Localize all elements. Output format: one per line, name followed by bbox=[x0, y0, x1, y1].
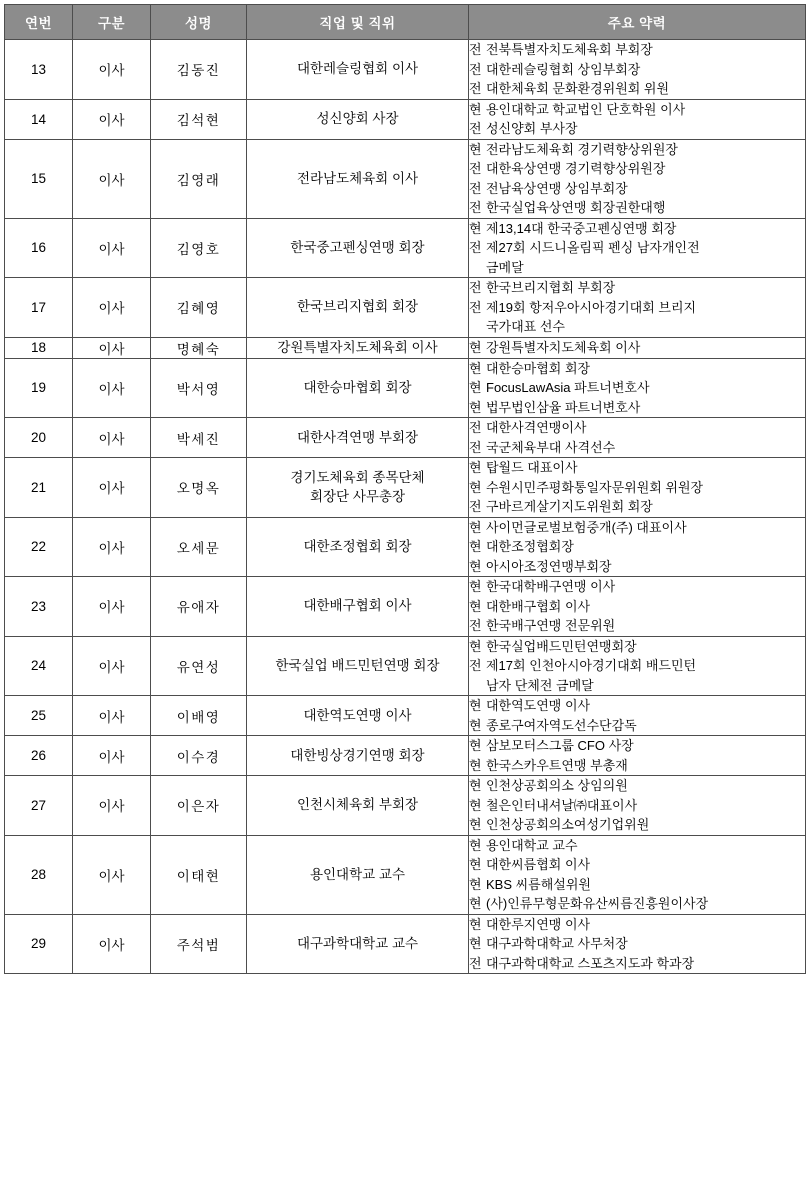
career-text: 대한씨름협회 이사 bbox=[486, 857, 591, 872]
career-line bbox=[469, 577, 805, 597]
career-line bbox=[469, 140, 805, 160]
cell-name: 김영호 bbox=[151, 218, 247, 278]
job-line: 인천시체육회 부회장 bbox=[296, 797, 419, 813]
career-text: 구바르게살기지도위원회 회장 bbox=[486, 499, 653, 514]
career-period-tag: 현 bbox=[469, 360, 482, 376]
career-text: 용인대학교 학교법인 단호학원 이사 bbox=[486, 101, 686, 117]
cell-job bbox=[247, 218, 469, 278]
career-period-tag: 현 bbox=[469, 479, 482, 495]
cell-name: 김동진 bbox=[151, 40, 247, 100]
career-line bbox=[469, 537, 805, 557]
career-period-tag: 현 bbox=[469, 817, 482, 832]
table-row bbox=[5, 418, 806, 458]
career-line bbox=[469, 359, 805, 379]
cell-job bbox=[247, 278, 469, 338]
career-period-tag: 현 bbox=[469, 558, 482, 574]
cell-no: 27 bbox=[5, 776, 73, 836]
cell-name: 오세문 bbox=[151, 517, 247, 577]
board-members-table bbox=[4, 4, 806, 974]
cell-type: 이사 bbox=[73, 458, 151, 518]
career-text: 대한레슬링협회 상임부회장 bbox=[486, 61, 641, 77]
job-line: 한국브리지협회 회장 bbox=[296, 299, 419, 315]
cell-job bbox=[247, 736, 469, 776]
career-line bbox=[469, 954, 805, 974]
career-period-tag: 현 bbox=[469, 896, 482, 911]
career-line bbox=[469, 497, 805, 517]
career-period-tag: 현 bbox=[469, 579, 482, 594]
cell-name: 김혜영 bbox=[151, 278, 247, 338]
career-line bbox=[469, 616, 805, 636]
cell-career bbox=[469, 358, 806, 418]
job-line: 용인대학교 교수 bbox=[309, 866, 406, 882]
table-header-row bbox=[5, 5, 806, 40]
cell-no: 20 bbox=[5, 418, 73, 458]
career-text: 삼보모터스그룹 CFO 사장 bbox=[486, 738, 634, 753]
career-line bbox=[469, 438, 805, 458]
job-line: 강원특별자치도체육회 이사 bbox=[277, 339, 438, 355]
career-text: 대한조정협회장 bbox=[486, 539, 574, 554]
cell-job bbox=[247, 636, 469, 696]
career-period-tag: 현 bbox=[469, 738, 482, 753]
cell-career bbox=[469, 139, 806, 218]
cell-name: 명혜숙 bbox=[151, 337, 247, 358]
career-period-tag: 전 bbox=[469, 420, 482, 435]
cell-career bbox=[469, 218, 806, 278]
career-text: 대한루지연맹 이사 bbox=[486, 916, 591, 932]
cell-job bbox=[247, 418, 469, 458]
career-line bbox=[469, 676, 805, 696]
career-line bbox=[469, 179, 805, 199]
table-row bbox=[5, 139, 806, 218]
career-period-tag: 현 bbox=[469, 380, 482, 395]
cell-career bbox=[469, 337, 806, 358]
cell-job bbox=[247, 458, 469, 518]
career-line bbox=[469, 716, 805, 736]
career-line bbox=[469, 298, 805, 318]
career-text: 사이먼글로벌보험중개(주) 대표이사 bbox=[486, 519, 687, 535]
cell-no: 26 bbox=[5, 736, 73, 776]
career-line bbox=[469, 79, 805, 99]
table-row bbox=[5, 40, 806, 100]
career-text: 수원시민주평화통일자문위원회 위원장 bbox=[486, 479, 704, 495]
career-line bbox=[469, 894, 805, 914]
table-row bbox=[5, 358, 806, 418]
cell-name: 이배영 bbox=[151, 696, 247, 736]
cell-type: 이사 bbox=[73, 835, 151, 914]
career-text: 인천상공회의소 상임의원 bbox=[486, 778, 628, 793]
career-period-tag: 현 bbox=[469, 339, 482, 355]
table-body bbox=[5, 40, 806, 974]
cell-career bbox=[469, 458, 806, 518]
cell-no: 14 bbox=[5, 99, 73, 139]
career-text: 대한배구협회 이사 bbox=[486, 598, 591, 614]
career-period-tag: 전 bbox=[469, 240, 482, 255]
career-line bbox=[469, 219, 805, 239]
cell-type: 이사 bbox=[73, 577, 151, 637]
career-period-tag: 현 bbox=[469, 757, 482, 773]
cell-career bbox=[469, 517, 806, 577]
career-text: 제19회 항저우아시아경기대회 브리지 bbox=[486, 299, 697, 315]
cell-name: 오명옥 bbox=[151, 458, 247, 518]
table-row bbox=[5, 636, 806, 696]
job-line: 한국중고펜싱연맹 회장 bbox=[290, 239, 425, 255]
job-line: 대한빙상경기연맹 회장 bbox=[290, 747, 425, 763]
career-period-tag: 현 bbox=[469, 220, 482, 236]
career-period-tag: 전 bbox=[469, 200, 482, 215]
career-period-tag: 전 bbox=[469, 81, 482, 96]
career-period-tag: 전 bbox=[469, 658, 482, 673]
career-period-tag: 전 bbox=[469, 618, 482, 633]
cell-job bbox=[247, 914, 469, 974]
career-line bbox=[469, 836, 805, 856]
career-period-tag: 전 bbox=[469, 955, 482, 971]
table-row bbox=[5, 914, 806, 974]
career-text: 한국스카우트연맹 부총재 bbox=[486, 757, 628, 773]
career-text: 용인대학교 교수 bbox=[486, 837, 578, 853]
cell-type: 이사 bbox=[73, 278, 151, 338]
table-row bbox=[5, 517, 806, 577]
career-line bbox=[469, 478, 805, 498]
cell-type: 이사 bbox=[73, 218, 151, 278]
cell-type: 이사 bbox=[73, 696, 151, 736]
career-line bbox=[469, 776, 805, 796]
table-row bbox=[5, 458, 806, 518]
cell-name: 박세진 bbox=[151, 418, 247, 458]
career-period-tag: 전 bbox=[469, 61, 482, 77]
career-line bbox=[469, 458, 805, 478]
career-text: 국가대표 선수 bbox=[486, 319, 565, 334]
career-period-tag: 현 bbox=[469, 717, 482, 733]
career-period-tag: 전 bbox=[469, 161, 482, 176]
career-line bbox=[469, 557, 805, 577]
career-text: 금메달 bbox=[486, 259, 524, 275]
cell-type: 이사 bbox=[73, 139, 151, 218]
career-line bbox=[469, 418, 805, 438]
cell-job bbox=[247, 358, 469, 418]
cell-type: 이사 bbox=[73, 99, 151, 139]
career-text: 대한승마협회 회장 bbox=[486, 360, 591, 376]
career-line bbox=[469, 637, 805, 657]
career-period-tag: 현 bbox=[469, 598, 482, 614]
table-row bbox=[5, 835, 806, 914]
cell-type: 이사 bbox=[73, 40, 151, 100]
cell-name: 김영래 bbox=[151, 139, 247, 218]
cell-job bbox=[247, 99, 469, 139]
job-line: 성신양회 사장 bbox=[316, 111, 399, 127]
table-row bbox=[5, 577, 806, 637]
cell-name: 유연성 bbox=[151, 636, 247, 696]
cell-no: 23 bbox=[5, 577, 73, 637]
career-text: 한국브리지협회 부회장 bbox=[486, 280, 616, 295]
career-line bbox=[469, 60, 805, 80]
cell-job bbox=[247, 696, 469, 736]
table-row bbox=[5, 218, 806, 278]
job-line: 대한조정협회 회장 bbox=[303, 538, 412, 554]
career-period-tag: 현 bbox=[469, 916, 482, 932]
career-line bbox=[469, 378, 805, 398]
career-text: 제13,14대 한국중고펜싱연맹 회장 bbox=[486, 220, 677, 236]
job-line: 대한배구협회 이사 bbox=[303, 598, 412, 614]
cell-name: 이태현 bbox=[151, 835, 247, 914]
career-text: 강원특별자치도체육회 이사 bbox=[486, 339, 641, 355]
table-row bbox=[5, 696, 806, 736]
cell-career bbox=[469, 776, 806, 836]
career-period-tag: 전 bbox=[469, 499, 482, 514]
cell-job bbox=[247, 40, 469, 100]
cell-type: 이사 bbox=[73, 358, 151, 418]
career-line bbox=[469, 398, 805, 418]
career-period-tag: 전 bbox=[469, 280, 482, 295]
job-line: 대한사격연맹 부회장 bbox=[296, 429, 419, 445]
career-period-tag: 현 bbox=[469, 101, 482, 117]
cell-name: 김석현 bbox=[151, 99, 247, 139]
table-row bbox=[5, 99, 806, 139]
career-period-tag: 전 bbox=[469, 121, 482, 136]
career-text: 법무법인삼율 파트너변호사 bbox=[486, 399, 641, 415]
cell-no: 28 bbox=[5, 835, 73, 914]
career-text: 제27회 시드니올림픽 펜싱 남자개인전 bbox=[486, 240, 700, 255]
career-text: 대한육상연맹 경기력향상위원장 bbox=[486, 161, 666, 176]
career-period-tag: 현 bbox=[469, 857, 482, 872]
career-text: KBS 씨름해설위원 bbox=[486, 876, 591, 892]
career-period-tag: 현 bbox=[469, 837, 482, 853]
table-row bbox=[5, 337, 806, 358]
career-line bbox=[469, 40, 805, 60]
cell-job bbox=[247, 517, 469, 577]
career-line bbox=[469, 159, 805, 179]
career-line bbox=[469, 756, 805, 776]
column-header-job: 직업 및 직위 bbox=[247, 5, 469, 40]
cell-career bbox=[469, 99, 806, 139]
career-line bbox=[469, 338, 805, 358]
career-line bbox=[469, 815, 805, 835]
job-line: 대구과학대학교 교수 bbox=[296, 935, 419, 951]
career-text: 한국배구연맹 전문위원 bbox=[486, 618, 616, 633]
career-text: 성신양회 부사장 bbox=[486, 121, 578, 136]
cell-career bbox=[469, 636, 806, 696]
column-header-no: 연번 bbox=[5, 5, 73, 40]
career-line bbox=[469, 278, 805, 298]
cell-job bbox=[247, 776, 469, 836]
career-text: 종로구여자역도선수단감독 bbox=[486, 717, 637, 733]
cell-career bbox=[469, 40, 806, 100]
cell-name: 박서영 bbox=[151, 358, 247, 418]
career-period-tag: 전 bbox=[469, 180, 482, 196]
cell-career bbox=[469, 577, 806, 637]
cell-type: 이사 bbox=[73, 337, 151, 358]
cell-no: 13 bbox=[5, 40, 73, 100]
cell-career bbox=[469, 696, 806, 736]
career-line bbox=[469, 736, 805, 756]
career-period-tag: 현 bbox=[469, 797, 482, 813]
career-period-tag: 전 bbox=[469, 439, 482, 455]
cell-job bbox=[247, 577, 469, 637]
job-line: 회장단 사무총장 bbox=[309, 489, 406, 505]
career-line bbox=[469, 934, 805, 954]
career-period-tag: 현 bbox=[469, 698, 482, 713]
career-line bbox=[469, 317, 805, 337]
job-line: 대한레슬링협회 이사 bbox=[296, 61, 419, 77]
cell-name: 유애자 bbox=[151, 577, 247, 637]
cell-type: 이사 bbox=[73, 776, 151, 836]
career-period-tag: 전 bbox=[469, 42, 482, 57]
cell-no: 19 bbox=[5, 358, 73, 418]
career-text: 탑월드 대표이사 bbox=[486, 460, 578, 475]
cell-career bbox=[469, 835, 806, 914]
career-text: 인천상공회의소여성기업위원 bbox=[486, 817, 650, 832]
career-period-tag: 현 bbox=[469, 539, 482, 554]
career-line bbox=[469, 597, 805, 617]
career-line bbox=[469, 198, 805, 218]
career-text: 대한역도연맹 이사 bbox=[486, 698, 591, 713]
career-text: 아시아조정연맹부회장 bbox=[486, 558, 612, 574]
career-text: 남자 단체전 금메달 bbox=[486, 677, 594, 693]
career-period-tag: 현 bbox=[469, 876, 482, 892]
career-period-tag: 현 bbox=[469, 460, 482, 475]
career-text: 국군체육부대 사격선수 bbox=[486, 439, 616, 455]
job-line: 한국실업 배드민턴연맹 회장 bbox=[275, 657, 440, 673]
table-header bbox=[5, 5, 806, 40]
job-line: 대한승마협회 회장 bbox=[303, 379, 412, 395]
column-header-career: 주요 약력 bbox=[469, 5, 806, 40]
career-text: 대구과학대학교 사무처장 bbox=[486, 936, 628, 951]
cell-type: 이사 bbox=[73, 636, 151, 696]
cell-job bbox=[247, 139, 469, 218]
cell-no: 22 bbox=[5, 517, 73, 577]
cell-type: 이사 bbox=[73, 517, 151, 577]
career-text: 한국대학배구연맹 이사 bbox=[486, 579, 616, 594]
career-text: 전라남도체육회 경기력향상위원장 bbox=[486, 141, 678, 157]
career-line bbox=[469, 915, 805, 935]
career-line bbox=[469, 855, 805, 875]
career-period-tag: 현 bbox=[469, 141, 482, 157]
career-line bbox=[469, 518, 805, 538]
career-line bbox=[469, 875, 805, 895]
cell-no: 16 bbox=[5, 218, 73, 278]
job-line: 전라남도체육회 이사 bbox=[296, 170, 419, 186]
column-header-name: 성명 bbox=[151, 5, 247, 40]
career-line bbox=[469, 258, 805, 278]
cell-type: 이사 bbox=[73, 418, 151, 458]
cell-no: 17 bbox=[5, 278, 73, 338]
cell-no: 24 bbox=[5, 636, 73, 696]
cell-type: 이사 bbox=[73, 914, 151, 974]
career-text: (사)인류무형문화유산씨름진흥원이사장 bbox=[486, 896, 709, 911]
table-row bbox=[5, 278, 806, 338]
cell-no: 15 bbox=[5, 139, 73, 218]
cell-career bbox=[469, 278, 806, 338]
career-line bbox=[469, 796, 805, 816]
table-row bbox=[5, 776, 806, 836]
career-period-tag: 현 bbox=[469, 399, 482, 415]
career-period-tag: 전 bbox=[469, 299, 482, 315]
cell-career bbox=[469, 914, 806, 974]
career-line bbox=[469, 119, 805, 139]
cell-no: 21 bbox=[5, 458, 73, 518]
cell-type: 이사 bbox=[73, 736, 151, 776]
cell-name: 주석범 bbox=[151, 914, 247, 974]
career-period-tag: 현 bbox=[469, 638, 482, 654]
career-period-tag: 현 bbox=[469, 936, 482, 951]
career-text: 한국실업육상연맹 회장권한대행 bbox=[486, 200, 666, 215]
career-period-tag: 현 bbox=[469, 778, 482, 793]
career-text: 대한사격연맹이사 bbox=[486, 420, 587, 435]
cell-name: 이은자 bbox=[151, 776, 247, 836]
career-line bbox=[469, 696, 805, 716]
career-text: 전북특별자치도체육회 부회장 bbox=[486, 42, 653, 57]
cell-no: 25 bbox=[5, 696, 73, 736]
cell-no: 18 bbox=[5, 337, 73, 358]
career-line bbox=[469, 238, 805, 258]
cell-job bbox=[247, 337, 469, 358]
career-period-tag: 현 bbox=[469, 519, 482, 535]
job-line: 경기도체육회 종목단체 bbox=[290, 469, 425, 485]
table-row bbox=[5, 736, 806, 776]
career-text: 대구과학대학교 스포츠지도과 학과장 bbox=[486, 955, 695, 971]
career-text: 한국실업배드민턴연맹회장 bbox=[486, 638, 637, 654]
career-text: FocusLawAsia 파트너변호사 bbox=[486, 380, 650, 395]
career-line bbox=[469, 100, 805, 120]
column-header-type: 구분 bbox=[73, 5, 151, 40]
job-line: 대한역도연맹 이사 bbox=[303, 707, 412, 723]
cell-name: 이수경 bbox=[151, 736, 247, 776]
career-text: 철은인터내셔날㈜대표이사 bbox=[486, 797, 638, 813]
career-text: 전남육상연맹 상임부회장 bbox=[486, 180, 628, 196]
career-text: 대한체육회 문화환경위원회 위원 bbox=[486, 81, 670, 96]
cell-career bbox=[469, 418, 806, 458]
cell-no: 29 bbox=[5, 914, 73, 974]
career-line bbox=[469, 656, 805, 676]
career-text: 제17회 인천아시아경기대회 배드민턴 bbox=[486, 658, 697, 673]
cell-job bbox=[247, 835, 469, 914]
cell-career bbox=[469, 736, 806, 776]
